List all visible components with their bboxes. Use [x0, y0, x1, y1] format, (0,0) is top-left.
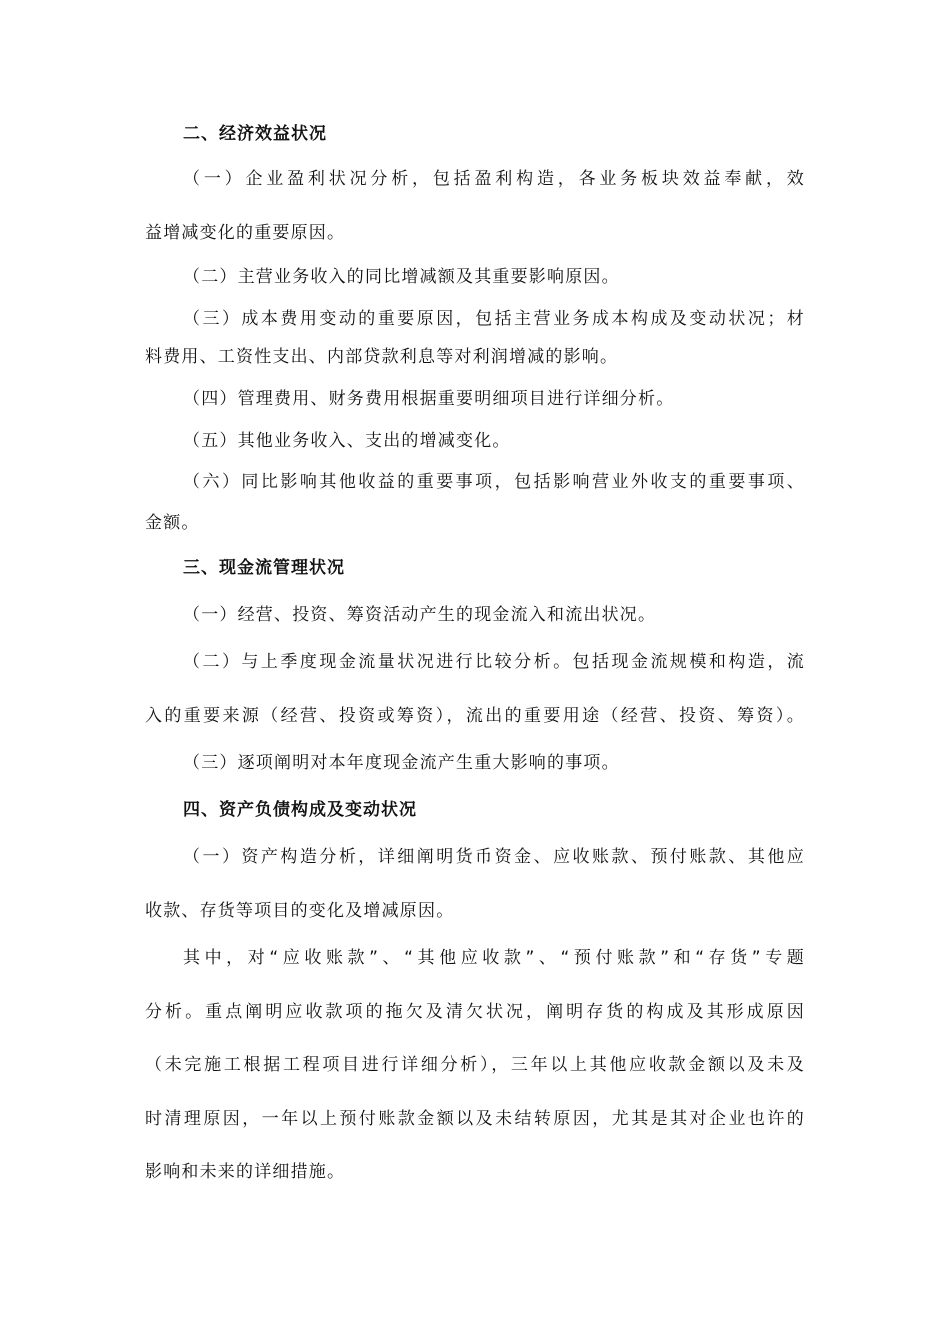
paragraph-line: 入的重要来源（经营、投资或筹资），流出的重要用途（经营、投资、筹资）。	[145, 706, 805, 726]
paragraph-line: （六）同比影响其他收益的重要事项，包括影响营业外收支的重要事项、	[183, 472, 805, 492]
paragraph-line: 金额。	[145, 513, 200, 533]
paragraph-line: （三）逐项阐明对本年度现金流产生重大影响的事项。	[183, 753, 620, 773]
paragraph-line: 时清理原因，一年以上预付账款金额以及未结转原因，尤其是其对企业也许的	[145, 1109, 805, 1129]
section-heading-assets-liabilities: 四、资产负债构成及变动状况	[183, 800, 417, 820]
paragraph-line: （一）企业盈利状况分析，包括盈利构造，各业务板块效益奉献，效	[183, 169, 805, 189]
paragraph-line: 收款、存货等项目的变化及增减原因。	[145, 901, 455, 921]
paragraph-line: （未完施工根据工程项目进行详细分析），三年以上其他应收款金额以及未及	[145, 1055, 805, 1075]
paragraph-line: 益增减变化的重要原因。	[145, 223, 346, 243]
section-heading-cash-flow: 三、现金流管理状况	[183, 558, 345, 578]
paragraph-line: （三）成本费用变动的重要原因，包括主营业务成本构成及变动状况；材	[183, 309, 805, 329]
paragraph-line: 影响和未来的详细措施。	[145, 1162, 346, 1182]
paragraph-line: （一）资产构造分析，详细阐明货币资金、应收账款、预付账款、其他应	[183, 847, 805, 867]
paragraph-line: 其中，对“应收账款”、“其他应收款”、“预付账款”和“存货”专题	[183, 948, 805, 968]
paragraph-line: （四）管理费用、财务费用根据重要明细项目进行详细分析。	[183, 389, 675, 409]
paragraph-line: 料费用、工资性支出、内部贷款利息等对利润增减的影响。	[145, 347, 619, 367]
paragraph-line: （一）经营、投资、筹资活动产生的现金流入和流出状况。	[183, 605, 657, 625]
paragraph-line: （二）主营业务收入的同比增减额及其重要影响原因。	[183, 267, 620, 287]
paragraph-line: （五）其他业务收入、支出的增减变化。	[183, 431, 511, 451]
paragraph-line: （二）与上季度现金流量状况进行比较分析。包括现金流规模和构造，流	[183, 652, 805, 672]
section-heading-economic-benefits: 二、经济效益状况	[183, 124, 327, 144]
paragraph-line: 分析。重点阐明应收款项的拖欠及清欠状况，阐明存货的构成及其形成原因	[145, 1002, 805, 1022]
